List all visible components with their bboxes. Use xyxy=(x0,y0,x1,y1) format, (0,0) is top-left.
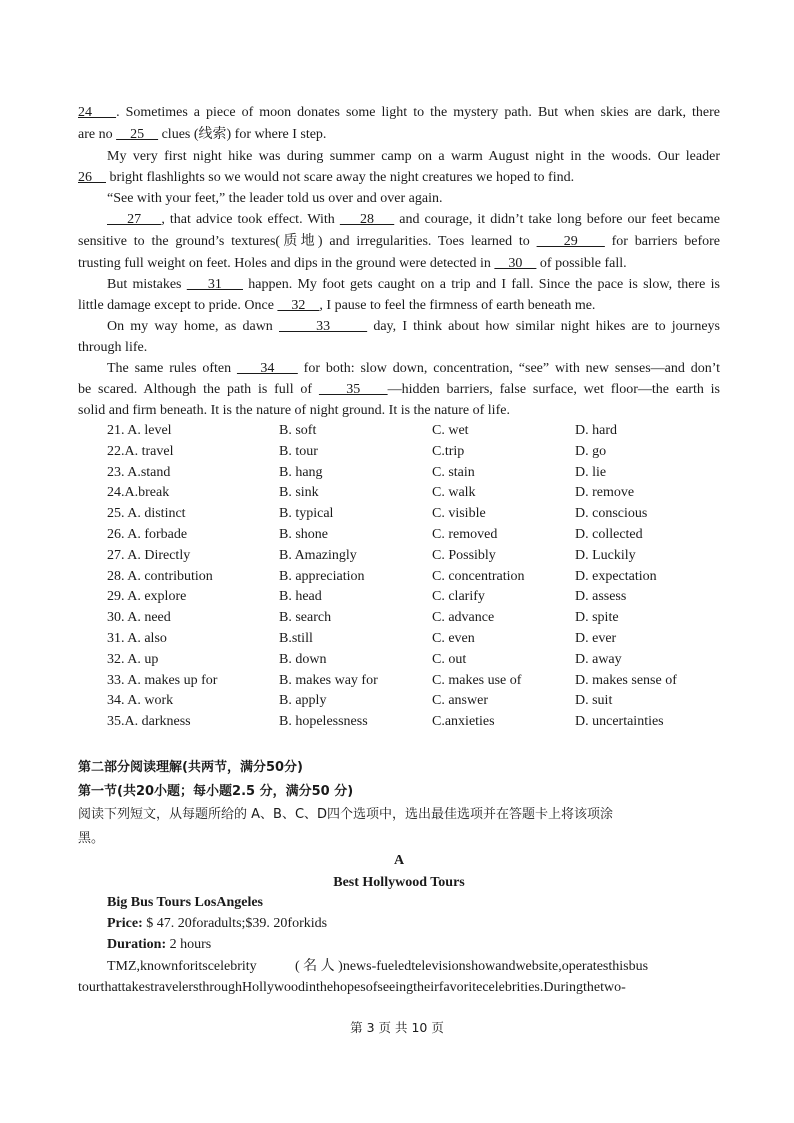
option-choice: D. ever xyxy=(575,631,617,646)
cloze-line xyxy=(78,400,720,421)
option-choice: D. expectation xyxy=(575,568,657,584)
option-choice: C. stain xyxy=(432,464,475,480)
option-row xyxy=(0,503,794,524)
option-choice: 33. A. makes up for xyxy=(107,672,218,688)
option-choice: 22.A. travel xyxy=(107,443,174,459)
blank: 30 xyxy=(494,256,537,271)
blank: 28 xyxy=(339,212,395,227)
cloze-text: day, I think about how similar night hikes are to journeys xyxy=(367,319,720,334)
option-row xyxy=(0,628,794,649)
cloze-text: , that advice took effect. With xyxy=(161,212,340,227)
option-choice: B. sink xyxy=(279,485,319,501)
cloze-text: of possible fall. xyxy=(536,256,627,271)
cloze-text: be scared. Although the path is full of xyxy=(78,382,319,397)
option-choice: B. head xyxy=(279,589,322,605)
blank: 31 xyxy=(186,277,243,292)
option-choice: D. go xyxy=(575,443,607,459)
option-choice: D. suit xyxy=(575,693,613,709)
option-choice: B. shone xyxy=(279,527,328,542)
option-choice: C. even xyxy=(432,631,475,646)
price-label: Price: xyxy=(107,916,143,931)
option-row xyxy=(0,607,794,628)
blank: 32 xyxy=(277,298,320,313)
option-choice: 25. A. distinct xyxy=(107,506,186,522)
passage-letter: A xyxy=(393,853,405,868)
cloze-text: clues (线索) for where I step. xyxy=(158,127,327,142)
cloze-line xyxy=(78,337,720,358)
instruction-line-2: 黑。 xyxy=(78,831,105,846)
option-choice: C. makes use of xyxy=(432,672,522,688)
body-line-1a: TMZ,knownforitscelebrity xyxy=(107,959,257,974)
blank: 29 xyxy=(536,234,605,249)
cloze-text: and courage, it didn’t take long before our feet became xyxy=(394,212,721,227)
duration-line xyxy=(107,934,720,955)
option-choice: C.anxieties xyxy=(432,714,495,730)
cloze-line xyxy=(78,379,720,400)
option-choice: C. answer xyxy=(432,693,488,709)
cloze-text: for barriers before xyxy=(604,234,721,249)
cloze-text: for both: slow down, concentration, “see” with new senses—and don’t xyxy=(297,361,721,376)
blank: 26 xyxy=(78,170,106,185)
option-choice: 31. A. also xyxy=(107,631,167,646)
option-row xyxy=(0,711,794,732)
option-choice: 28. A. contribution xyxy=(107,568,213,584)
option-choice: B. apply xyxy=(279,693,327,709)
price-line xyxy=(107,913,720,934)
option-choice: C.trip xyxy=(432,443,465,459)
duration-label: Duration: xyxy=(107,937,167,952)
option-choice: 34. A. work xyxy=(107,693,174,709)
cloze-line xyxy=(107,316,720,337)
option-row xyxy=(0,670,794,691)
body-line-2: tourthattakestravelersthroughHollywoodinthehopesofseeingtheirfavoritecelebrities.Duringthetwo- xyxy=(78,980,626,995)
option-row xyxy=(0,690,794,711)
tour-name: Big Bus Tours LosAngeles xyxy=(107,895,263,910)
cloze-line xyxy=(78,167,720,188)
blank: 34 xyxy=(236,361,298,376)
option-choice: 21. A. level xyxy=(107,423,172,438)
price-value: $ 47. 20foradults;$39. 20forkids xyxy=(142,916,328,931)
option-choice: B. soft xyxy=(279,423,317,438)
cloze-text: The same rules often xyxy=(107,361,237,376)
blank: 27 xyxy=(107,212,162,227)
option-row xyxy=(0,545,794,566)
option-choice: B. hopelessness xyxy=(279,714,368,730)
cloze-line xyxy=(78,231,720,252)
option-choice: C. removed xyxy=(432,527,498,542)
option-choice: 30. A. need xyxy=(107,610,171,626)
option-choice: C. out xyxy=(432,651,467,667)
option-choice: C. visible xyxy=(432,506,486,522)
cloze-text: happen. My foot gets caught on a trip and I fall. Since the pace is slow, there is xyxy=(243,277,720,292)
cloze-line xyxy=(107,146,720,167)
option-choice: B. appreciation xyxy=(279,568,365,584)
option-row xyxy=(0,482,794,503)
cloze-text: , I pause to feel the firmness of earth beneath me. xyxy=(319,298,596,313)
cloze-line xyxy=(78,253,720,274)
option-choice: 24.A.break xyxy=(107,485,170,501)
section1-heading: 第一节(共20小题；每小题2.5 分，满分50 分) xyxy=(78,784,354,799)
cloze-line xyxy=(78,124,720,145)
option-choice: 27. A. Directly xyxy=(107,547,191,563)
cloze-text: bright flashlights so we would not scare away the night creatures we hoped to find. xyxy=(106,170,575,185)
option-choice: D. conscious xyxy=(575,506,648,522)
option-choice: D. spite xyxy=(575,610,619,626)
option-choice: D. Luckily xyxy=(575,547,636,563)
option-choice: 29. A. explore xyxy=(107,589,187,605)
option-row xyxy=(0,524,794,545)
cloze-text: through life. xyxy=(78,340,148,355)
cloze-text: solid and firm beneath. It is the nature of night ground. It is the nature of life. xyxy=(78,403,510,418)
cloze-text: —hidden barriers, false surface, wet floor—the earth is xyxy=(387,382,721,397)
instruction-line-1: 阅读下列短文，从每题所给的 A、B、C、D四个选项中，选出最佳选项并在答题卡上将该项涂 xyxy=(78,807,614,822)
cloze-line xyxy=(107,274,720,295)
option-choice: C. walk xyxy=(432,485,476,501)
option-choice: D. remove xyxy=(575,485,635,501)
option-row xyxy=(0,462,794,483)
option-choice: C. advance xyxy=(432,610,495,626)
option-choice: B. typical xyxy=(279,506,334,522)
blank: 25 xyxy=(116,127,159,142)
option-choice: D. makes sense of xyxy=(575,672,677,688)
cloze-text: But mistakes xyxy=(107,277,187,292)
blank: 35 xyxy=(318,382,388,397)
option-choice: D. assess xyxy=(575,589,627,605)
cloze-line xyxy=(78,295,720,316)
option-choice: C. wet xyxy=(432,423,469,438)
option-row xyxy=(0,441,794,462)
option-choice: 32. A. up xyxy=(107,651,159,667)
option-choice: D. collected xyxy=(575,527,643,542)
cloze-text: “See with your feet,” the leader told us over and over again. xyxy=(107,191,443,206)
option-choice: B. tour xyxy=(279,443,318,459)
cloze-text: . Sometimes a piece of moon donates some light to the mystery path. But when skies are dark, there xyxy=(116,105,721,120)
option-choice: 35.A. darkness xyxy=(107,714,191,730)
cloze-text: trusting full weight on feet. Holes and dips in the ground were detected in xyxy=(78,256,495,271)
option-choice: C. clarify xyxy=(432,589,485,605)
blank: 24 xyxy=(78,105,117,120)
option-row xyxy=(0,566,794,587)
passage-title: Best Hollywood Tours xyxy=(333,875,465,890)
option-choice: B. down xyxy=(279,651,327,667)
cloze-line xyxy=(78,102,720,123)
option-choice: D. uncertainties xyxy=(575,714,664,730)
option-choice: D. hard xyxy=(575,423,617,438)
option-choice: B. search xyxy=(279,610,332,626)
blank: 33 xyxy=(279,319,368,334)
cloze-line xyxy=(107,209,720,230)
option-choice: 23. A.stand xyxy=(107,464,171,480)
option-choice: B. hang xyxy=(279,464,323,480)
option-choice: 26. A. forbade xyxy=(107,527,188,542)
option-choice: B. makes way for xyxy=(279,672,378,688)
cloze-line xyxy=(107,358,720,379)
option-choice: C. concentration xyxy=(432,568,525,584)
cloze-text: are no xyxy=(78,127,117,142)
option-row xyxy=(0,649,794,670)
cloze-text: On my way home, as dawn xyxy=(107,319,279,334)
body-line-1b: ( 名 人 )news-fueledtelevisionshowandwebsite,operatesthisbus xyxy=(295,959,649,974)
cloze-line xyxy=(107,188,720,209)
option-choice: B.still xyxy=(279,631,313,646)
cloze-text: little damage except to pride. Once xyxy=(78,298,278,313)
option-choice: B. Amazingly xyxy=(279,547,357,563)
cloze-text: My very first night hike was during summer camp on a warm August night in the woods. Our leader xyxy=(107,149,720,164)
option-row xyxy=(0,420,794,441)
option-choice: D. lie xyxy=(575,464,607,480)
body-line-1 xyxy=(107,956,720,977)
cloze-text: sensitive to the ground’s textures(质地) and irregularities. Toes learned to xyxy=(78,234,537,249)
option-row xyxy=(0,586,794,607)
option-choice: D. away xyxy=(575,651,622,667)
page-footer: 第 3 页 共 10 页 xyxy=(350,1020,444,1035)
option-choice: C. Possibly xyxy=(432,547,496,563)
duration-value: 2 hours xyxy=(166,937,212,952)
part2-heading: 第二部分阅读理解(共两节，满分50分) xyxy=(78,760,303,775)
